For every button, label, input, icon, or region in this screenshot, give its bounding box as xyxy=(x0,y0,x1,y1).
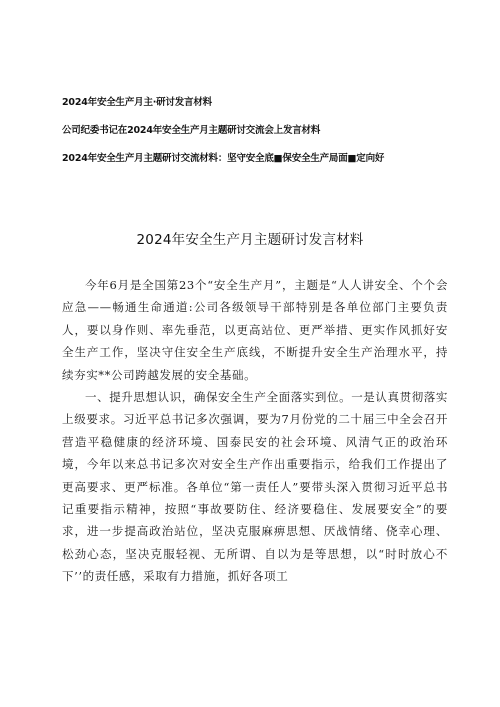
body-paragraph: 一、提升思想认识，确保安全生产全面落实到位。一是认真贯彻落实上级要求。习近平总书记多次强调，要为7月份党的二十届三中全会召开营造平稳健康的经济环境、国泰民安的社会环境、风清气正的政治环境，今年以来总书记多次对安全生产作出重要指示，给我们工作提出了更高要求、更严标准。各单位“第一责任人”要带头深入贯彻习近平总书记重要指示精神，按照“事故要防住、经济要稳住、发展要安全”的要求，进一步提高政治站位，坚决克服麻痹思想、厌战情绪、侥幸心理、松劲心态，坚决克服轻视、无所谓、自以为是等思想，以“时时放心不下’’的责任感，采取有力措施，抓好各项工 xyxy=(62,390,448,584)
document-body xyxy=(62,274,448,588)
table-of-contents xyxy=(62,96,462,180)
toc-item: 2024年安全生产月主题研讨交流材料：坚守安全底■保安全生产局面■定向好 xyxy=(62,153,385,164)
toc-item: 2024年安全生产月主·研讨发言材料 xyxy=(62,97,212,108)
document-title: 2024年安全生产月主题研讨发言材料 xyxy=(136,232,364,248)
body-paragraph: 今年6月是全国第23个“安全生产月”，主题是“人人讲安全、个个会应急——畅通生命通道:公司各级领导干部特别是各单位部门主要负责人，要以身作则、率先垂范，以更高站位、更严举措、更实作风抓好安全生产工作，坚决守住安全生产底线，不断提升安全生产治理水平，持续夯实**公司跨越发展的安全基础。 xyxy=(62,278,448,382)
toc-item: 公司纪委书记在2024年安全生产月主题研讨交流会上发言材料 xyxy=(62,125,321,136)
